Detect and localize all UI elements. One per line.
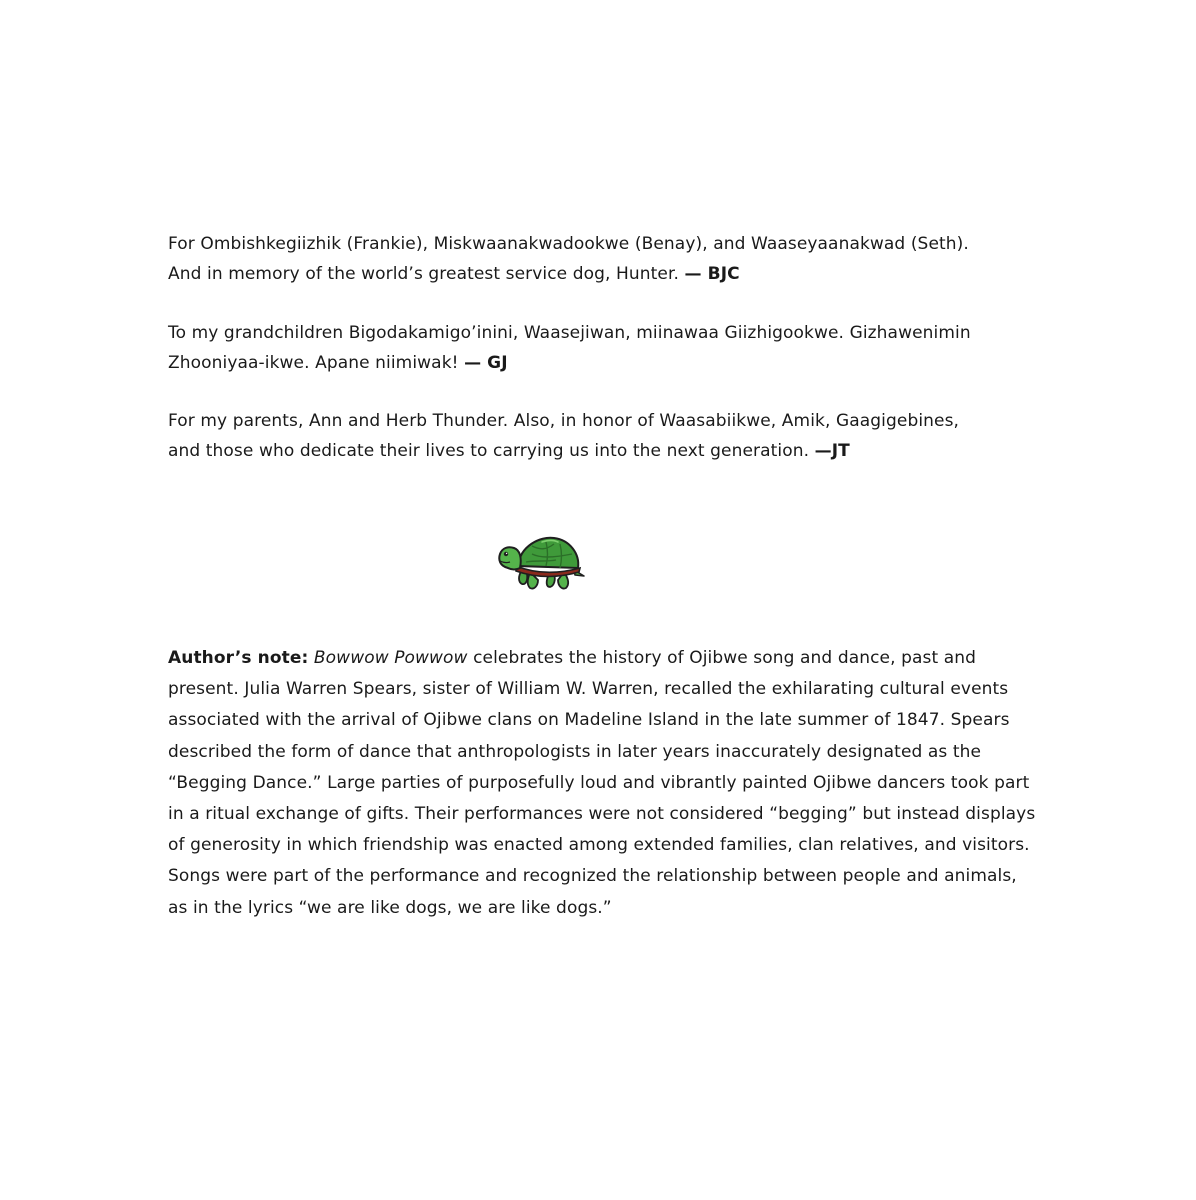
dedication-signature: —JT (814, 441, 850, 461)
authors-note-text: celebrates the history of Ojibwe song and dance, past and (467, 648, 977, 668)
authors-note-line: described the form of dance that anthropologists in later years inaccurately designated as the (168, 741, 982, 762)
authors-note-line: “Begging Dance.” Large parties of purposefully loud and vibrantly painted Ojibwe dancers took part (168, 772, 1030, 793)
dedication-line (168, 436, 968, 466)
authors-note-line: present. Julia Warren Spears, sister of William W. Warren, recalled the exhilarating cultural events (168, 679, 1009, 700)
authors-note-heading: Author’s note: (168, 648, 309, 668)
dedication-line (168, 259, 968, 289)
dedication-gj (168, 318, 971, 378)
dedication-text: And in memory of the world’s greatest service dog, Hunter. (168, 264, 685, 284)
dedication-line: For Ombishkegiizhik (Frankie), Miskwaanakwadookwe (Benay), and Waaseyaanakwad (Seth). (168, 234, 969, 254)
turtle-icon (496, 532, 586, 592)
authors-note-line (168, 643, 977, 674)
dedication-text: Zhooniyaa-ikwe. Apane niimiwak! (168, 353, 465, 373)
dedication-signature: — BJC (684, 264, 740, 284)
dedication-line: To my grandchildren Bigodakamigo’inini, Waasejiwan, miinawaa Giizhigookwe. Gizhawenimin (168, 323, 971, 343)
dedication-signature: — GJ (464, 353, 508, 373)
dedication-line: For my parents, Ann and Herb Thunder. Also, in honor of Waasabiikwe, Amik, Gaagigebines, (168, 411, 960, 431)
authors-note-line: of generosity in which friendship was enacted among extended families, clan relatives, and visitors. (168, 835, 1030, 856)
authors-note-line: as in the lyrics “we are like dogs, we are like dogs.” (168, 897, 612, 918)
authors-note (168, 643, 1036, 924)
dedication-jt (168, 406, 968, 466)
book-title: Bowwow Powwow (313, 648, 468, 668)
authors-note-line: associated with the arrival of Ojibwe clans on Madeline Island in the late summer of 1847. Spears (168, 710, 1010, 731)
dedication-line (168, 348, 968, 378)
authors-note-line: Songs were part of the performance and recognized the relationship between people and animals, (168, 866, 1017, 887)
dedication-bjc (168, 229, 968, 289)
dedication-text: and those who dedicate their lives to carrying us into the next generation. (168, 441, 815, 461)
authors-note-line: in a ritual exchange of gifts. Their performances were not considered “begging” but instead displays (168, 804, 1036, 825)
